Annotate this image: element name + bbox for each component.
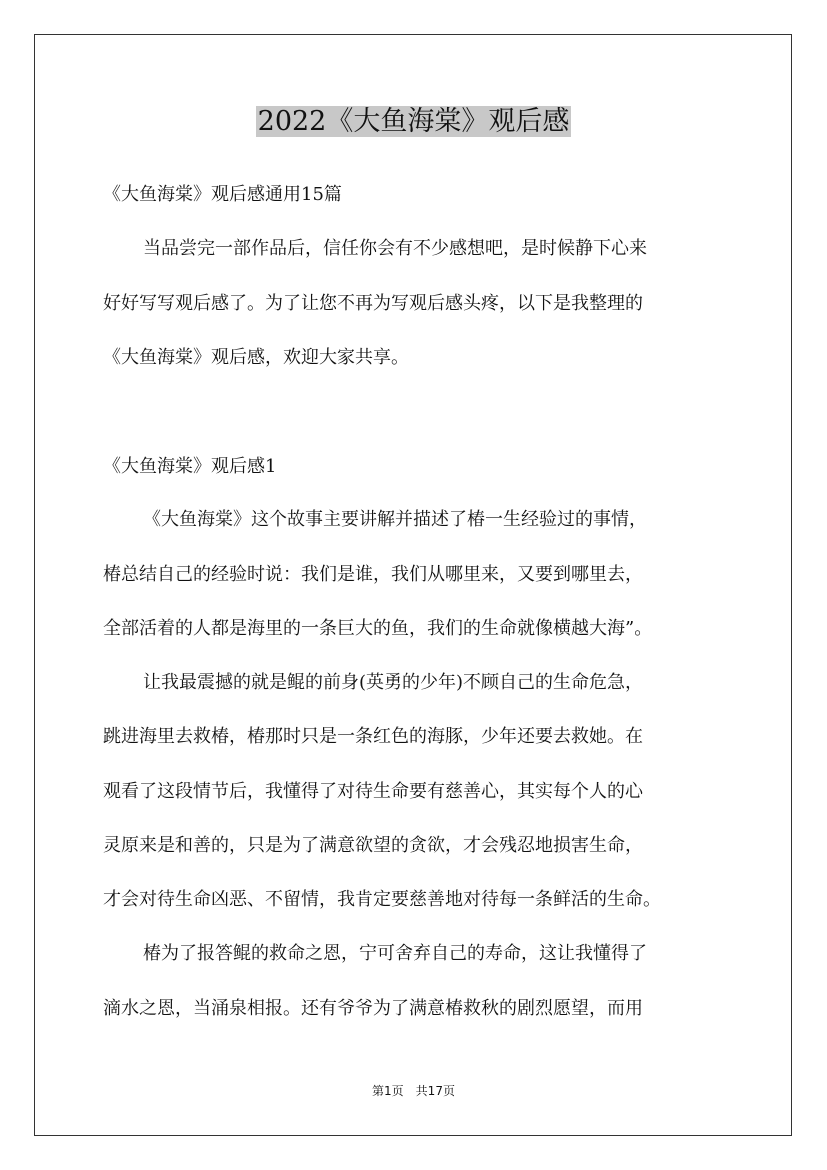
para3-line-2: 滴水之恩，当涌泉相报。还有爷爷为了满意椿救秋的剧烈愿望，而用 (103, 998, 643, 1019)
para1-line-2: 椿总结自己的经验时说：我们是谁，我们从哪里来，又要到哪里去， (103, 564, 643, 585)
para2-line-4: 灵原来是和善的，只是为了满意欲望的贪欲，才会残忍地损害生命， (103, 835, 643, 856)
intro-line-2: 好好写写观后感了。为了让您不再为写观后感头疼，以下是我整理的 (103, 293, 643, 314)
para2-line-2: 跳进海里去救椿，椿那时只是一条红色的海豚，少年还要去救她。在 (103, 726, 643, 747)
intro-line-1: 当品尝完一部作品后，信任你会有不少感想吧，是时候静下心来 (143, 238, 647, 259)
para2-line-1: 让我最震撼的就是鲲的前身(英勇的少年)不顾自己的生命危急， (143, 672, 644, 693)
para1-line-1: 《大鱼海棠》这个故事主要讲解并描述了椿一生经验过的事情， (143, 509, 647, 530)
para1-line-3: 全部活着的人都是海里的一条巨大的鱼，我们的生命就像横越大海”。 (103, 618, 653, 639)
section-heading: 《大鱼海棠》观后感1 (103, 456, 277, 477)
para2-line-5: 才会对待生命凶恶、不留情，我肯定要慈善地对待每一条鲜活的生命。 (103, 889, 661, 910)
document-subtitle: 《大鱼海棠》观后感通用15篇 (103, 184, 342, 205)
intro-line-3: 《大鱼海棠》观后感，欢迎大家共享。 (103, 347, 409, 368)
page-number: 第1页 共17页 (372, 1084, 455, 1098)
para2-line-3: 观看了这段情节后，我懂得了对待生命要有慈善心，其实每个人的心 (103, 781, 643, 802)
para3-line-1: 椿为了报答鲲的救命之恩，宁可舍弃自己的寿命，这让我懂得了 (143, 943, 647, 964)
document-title: 2022《大鱼海棠》观后感 (257, 106, 570, 137)
